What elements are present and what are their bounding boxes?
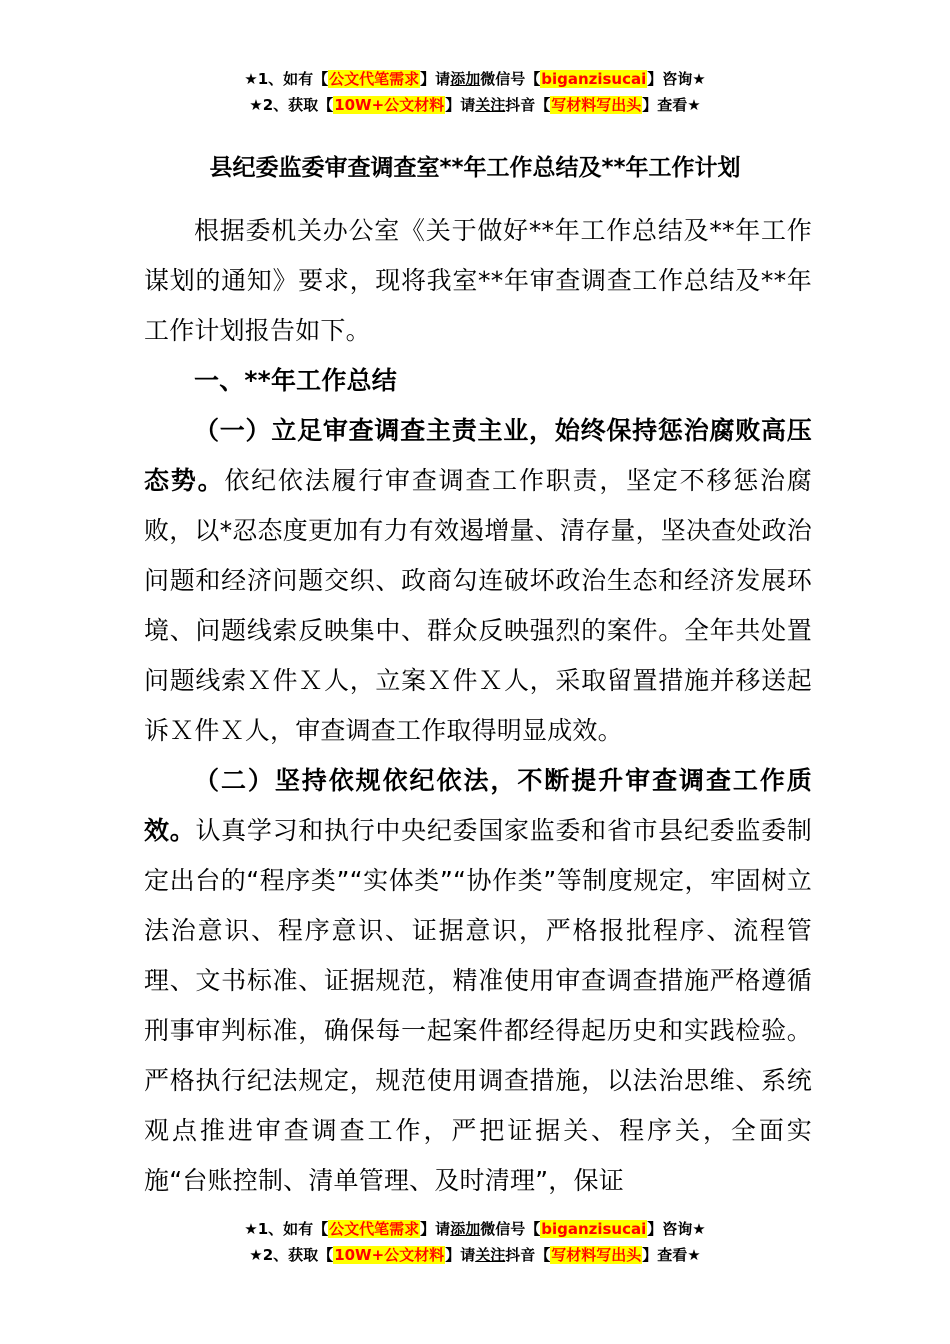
banner-highlight: 公文代笔需求 [329,1220,420,1238]
header-banner [0,66,950,118]
banner-text: ★2、获取【 [249,1246,334,1264]
banner-text: 】请 [420,70,451,88]
banner-text: 微信号【 [480,1220,541,1238]
banner-text: 】请 [420,1220,451,1238]
banner-highlight: 写材料写出头 [551,96,642,114]
banner-underline: 添加 [450,1220,481,1238]
section-heading: 一、**年工作总结 [194,366,397,395]
banner-text: 抖音【 [505,1246,551,1264]
banner-highlight: 公文代笔需求 [329,70,420,88]
footer-banner [0,1216,950,1268]
intro-paragraph: 根据委机关办公室《关于做好**年工作总结及**年工作谋划的通知》要求，现将我室**年审查调查工作总结及**年工作计划报告如下。 [144,216,812,345]
banner-text: 抖音【 [505,96,551,114]
banner-line-1 [0,66,950,92]
banner-line-2 [0,1242,950,1268]
banner-line-1 [0,1216,950,1242]
banner-underline: 添加 [450,70,481,88]
item-2-paragraph [144,756,812,1206]
banner-text: ★1、如有【 [244,70,329,88]
banner-text: 微信号【 [480,70,541,88]
banner-text: 】请 [445,1246,476,1264]
banner-highlight: biganzisucai [541,70,647,88]
banner-text: 】咨询★ [647,70,706,88]
banner-highlight: 10W+公文材料 [334,1246,445,1264]
banner-underline: 关注 [475,96,506,114]
banner-text: ★2、获取【 [249,96,334,114]
banner-text: 】查看★ [642,1246,701,1264]
banner-highlight: biganzisucai [541,1220,647,1238]
banner-text: ★1、如有【 [244,1220,329,1238]
banner-highlight: 10W+公文材料 [334,96,445,114]
banner-highlight: 写材料写出头 [551,1246,642,1264]
item-1-body: 依纪依法履行审查调查工作职责，坚定不移惩治腐败，以*忍态度更加有力有效遏增量、清存量，坚决查处政治问题和经济问题交织、政商勾连破坏政治生态和经济发展环境、问题线索反映集中、群众反映强烈的案件。全年共处置问题线索Ｘ件Ｘ人，立案Ｘ件Ｘ人，采取留置措施并移送起诉Ｘ件Ｘ人，审查调查工作取得明显成效。 [144,466,812,745]
item-2-heading: （二）坚持依规依纪依法，不断提升审查调查工作质效。 [144,766,812,845]
document-title: 县纪委监委审查调查室**年工作总结及**年工作计划 [209,155,741,181]
banner-underline: 关注 [475,1246,506,1264]
item-1-paragraph [144,406,812,756]
banner-text: 】查看★ [642,96,701,114]
banner-line-2 [0,92,950,118]
document-body [144,206,812,1206]
item-2-body: 认真学习和执行中央纪委国家监委和省市县纪委监委制定出台的“程序类”“实体类”“协作类”等制度规定，牢固树立法治意识、程序意识、证据意识，严格报批程序、流程管理、文书标准、证据规范，精准使用审查调查措施严格遵循刑事审判标准，确保每一起案件都经得起历史和实践检验。严格执行纪法规定，规范使用调查措施，以法治思维、系统观点推进审查调查工作，严把证据关、程序关，全面实施“台账控制、清单管理、及时清理”，保证 [144,816,812,1195]
banner-text: 】咨询★ [647,1220,706,1238]
item-1-heading: （一）立足审查调查主责主业，始终保持惩治腐败高压态势。 [144,416,812,495]
banner-text: 】请 [445,96,476,114]
